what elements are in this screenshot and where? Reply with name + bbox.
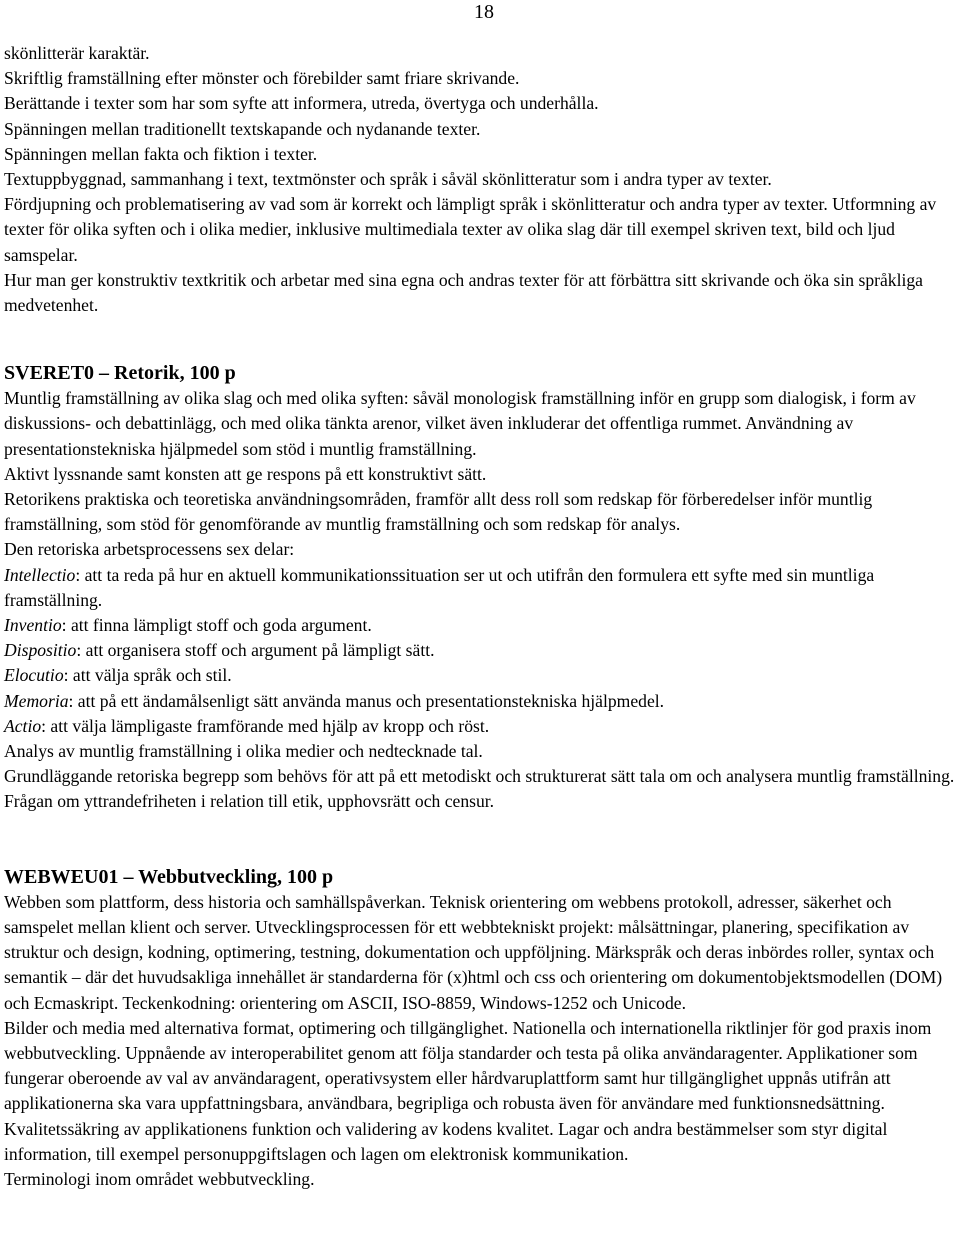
term-description: : att finna lämpligt stoff och goda argument. [61,615,372,636]
text-line: Berättande i texter som har som syfte att informera, utreda, övertyga och underhålla. [4,93,599,114]
term-item [4,714,958,739]
intro-section [4,41,958,318]
term-description: : att organisera stoff och argument på lämpligt sätt. [76,640,435,661]
paragraph: Den retoriska arbetsprocessens sex delar: [4,539,295,560]
term-name: Actio [4,715,42,736]
paragraph: Kvalitetssäkring av applikationens funktion och validering av kodens kvalitet. Lagar och andra bestämmelser som styr digital information, till exempel personuppgiftslagen och lagen om elektronisk kommunikation. [4,1118,888,1164]
term-name: Inventio [4,615,62,636]
term-description: : att välja språk och stil. [63,665,232,686]
term-name: Memoria [4,690,69,711]
term-item [4,563,958,613]
paragraph: Terminologi inom området webbutveckling. [4,1168,315,1189]
term-item [4,613,958,638]
course-webweu01 [4,865,958,1192]
paragraph: Muntlig framställning av olika slag och med olika syften: såväl monologisk framställning inför en grupp som dialogisk, i form av diskussions- och debattinlägg, och med olika tänkta arenor, vilket även inkluderar det offentliga rummet. Användning av presentationstekniska hjälpmedel som stöd i muntlig framställning. [4,388,916,459]
term-description: : att välja lämpligaste framförande med hjälp av kropp och röst. [41,715,490,736]
term-name: Intellectio [4,564,76,585]
text-line: Skriftlig framställning efter mönster och förebilder samt friare skrivande. [4,68,520,89]
paragraph: Fördjupning och problematisering av vad som är korrekt och lämpligt språk i skönlitteratur och andra typer av texter. Utformning av texter för olika syften och i olika medier, inklusive multimediala texter av olika slag där till exempel skriven text, bild och ljud samspelar. [4,194,937,265]
page-number: 18 [474,1,494,23]
paragraph: Hur man ger konstruktiv textkritik och arbetar med sina egna och andras texter för att förbättra sitt skrivande och öka sin språkliga medvetenhet. [4,269,923,316]
paragraph: Analys av muntlig framställning i olika medier och nedtecknade tal. [4,741,483,762]
document-body [4,41,958,1192]
term-item [4,663,958,688]
text-line: skönlitterär karaktär. [4,43,150,63]
term-description: : att ta reda på hur en aktuell kommunikationssituation ser ut och utifrån den formulera ett syfte med sin muntliga framställning. [4,564,875,610]
text-line: Spänningen mellan fakta och fiktion i texter. [4,143,318,164]
paragraph: Grundläggande retoriska begrepp som behövs för att på ett metodiskt och strukturerat sätt tala om och analysera muntlig framställning. Frågan om yttrandefriheten i relation till etik, upphovsrätt och censur. [4,766,955,812]
course-heading: SVERET0 – Retorik, 100 p [4,362,236,385]
term-item [4,638,958,663]
course-heading: WEBWEU01 – Webbutveckling, 100 p [4,865,334,888]
text-line: Textuppbyggnad, sammanhang i text, textmönster och språk i såväl skönlitteratur som i andra typer av texter. [4,169,772,190]
paragraph: Retorikens praktiska och teoretiska användningsområden, framför allt dess roll som redskap för förberedelser inför muntlig framställning, som stöd för genomförande av muntlig framställning och som redskap för analys. [4,489,873,535]
paragraph: Bilder och media med alternativa format, optimering och tillgänglighet. Nationella och internationella riktlinjer för god praxis inom webbutveckling. Uppnående av interoperabilitet genom att följa standarder och testa på olika användaragenter. Applikationer som fungerar oberoende av val av användaragent, operativsystem eller hårdvaruplattform samt hur tillgänglighet uppnås utifrån att applikationerna ska vara uppfattningsbara, användbara, begripliga och robusta även för användare med funktionsnedsättning. [4,1017,932,1114]
paragraph: Webben som plattform, dess historia och samhällspåverkan. Teknisk orientering om webbens protokoll, adresser, säkerhet och samspelet mellan klient och server. Utvecklingsprocessen för ett webbtekniskt projekt: målsättningar, planering, specifikation av struktur och design, kodning, optimering, testning, dokumentation och uppföljning. Märkspråk och deras inbördes roller, syntax och semantik – där det huvudsakliga innehållet är standarderna för (x)html och css och orientering om dokumentobjektsmodellen (DOM) och Ecmaskript. Teckenkodning: orientering om ASCII, ISO-8859, Windows-1252 och Unicode. [4,891,943,1013]
course-sveret0 [4,361,958,814]
term-name: Dispositio [4,640,77,661]
paragraph: Aktivt lyssnande samt konsten att ge respons på ett konstruktivt sätt. [4,463,487,484]
term-name: Elocutio [4,665,64,686]
text-line: Spänningen mellan traditionellt textskapande och nydanande texter. [4,118,481,139]
term-item [4,689,958,714]
term-description: : att på ett ändamålsenligt sätt använda manus och presentationstekniska hjälpmedel. [68,690,665,711]
